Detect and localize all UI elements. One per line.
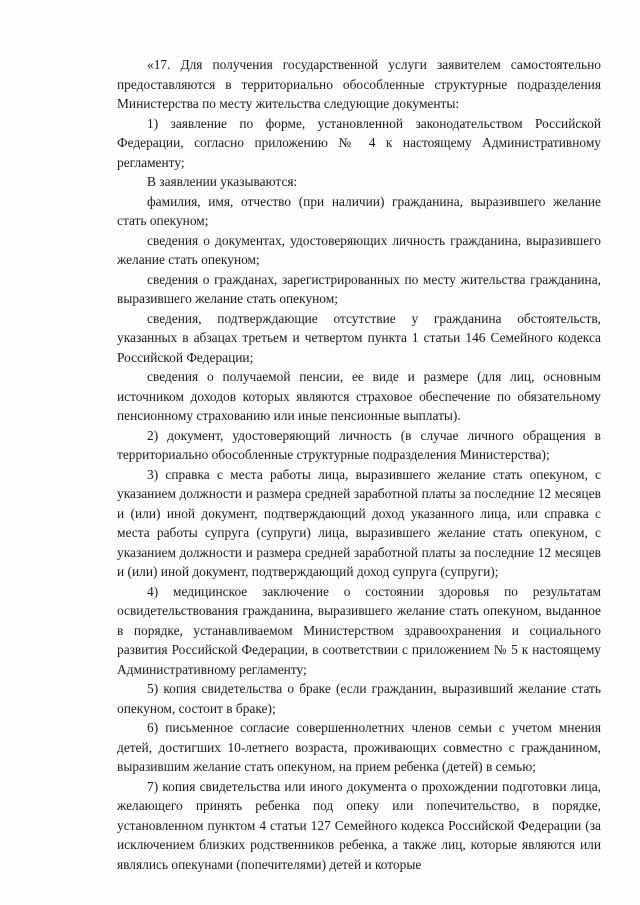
paragraph-full-name: фамилия, имя, отчество (при наличии) гражданина, выразившего желание стать опекуном;: [117, 193, 601, 228]
paragraph-registered-citizens: сведения о гражданах, зарегистрированных по месту жительства гражданина, выразившего желание стать опекуном;: [117, 271, 601, 306]
paragraph-absence-of-circumstances: сведения, подтверждающие отсутствие у гражданина обстоятельств, указанных в абзацах третьем и четвертом пункта 1 статьи 146 Семейного кодекса Российской Федерации;: [117, 310, 601, 365]
document-body: [117, 55, 601, 874]
scan-speck: [469, 797, 471, 798]
paragraph-item-6: 6) письменное согласие совершеннолетних членов семьи с учетом мнения детей, достигших 10-летнего возраста, проживающих совместно с гражданином, выразившим желание стать опекуном, на прием ребенка (детей) в семью;: [117, 720, 601, 774]
paragraph-item-1: 1) заявление по форме, установленной законодательством Российской Федерации, согласно приложению № 4 к настоящему Административному регламенту;: [117, 115, 601, 170]
paragraph-pension-info: сведения о получаемой пенсии, ее виде и размере (для лиц, основным источником доходов которых являются страховое обеспечение по обязательному пенсионному страхованию или иные пенсионные выплаты).: [117, 369, 601, 423]
paragraph-item-5: 5) копия свидетельства о браке (если гражданин, выразивший желание стать опекуном, состоит в браке);: [117, 681, 601, 716]
paragraph-item-2: 2) документ, удостоверяющий личность (в случае личного обращения в территориально обособленные структурные подразделения Министерства);: [117, 427, 601, 462]
paragraph-application-contents-heading: В заявлении указываются:: [147, 174, 298, 189]
paragraph-identity-documents: сведения о документах, удостоверяющих личность гражданина, выразившего желание стать опекуном;: [117, 232, 601, 267]
paragraph-17-intro: «17. Для получения государственной услуги заявителем самостоятельно предоставляются в территориально обособленные структурные подразделения Министерства по месту жительства следующие документы:: [117, 57, 601, 111]
scan-speck: [126, 832, 127, 833]
paragraph-item-7: 7) копия свидетельства или иного документа о прохождении подготовки лица, желающего принять ребенка под опеку или попечительство, в порядке, установленном пунктом 4 статьи 127 Семейного кодекса Российской Федерации (за исключением близких родственников ребенка, а также лиц, которые являются или являлись опекунами (попечителями) детей и которые: [117, 778, 601, 872]
paragraph-item-4: 4) медицинское заключение о состоянии здоровья по результатам освидетельствования гражданина, выразившего желание стать опекуном, выданное в порядке, устанавливаемом Министерством здравоохранения и социального развития Российской Федерации, в соответствии с приложением № 5 к настоящему Административному регламенту;: [117, 583, 601, 677]
paragraph-item-3: 3) справка с места работы лица, выразившего желание стать опекуном, с указанием должности и размера средней заработной платы за последние 12 месяцев и (или) иной документ, подтверждающий доход указанного лица, или справка с места работы супруга (супруги) лица, выразившего желание стать опекуном, с указанием должности и размера средней заработной платы за последние 12 месяцев и (или) иной документ, подтверждающий доход супруга (супруги);: [117, 466, 601, 579]
